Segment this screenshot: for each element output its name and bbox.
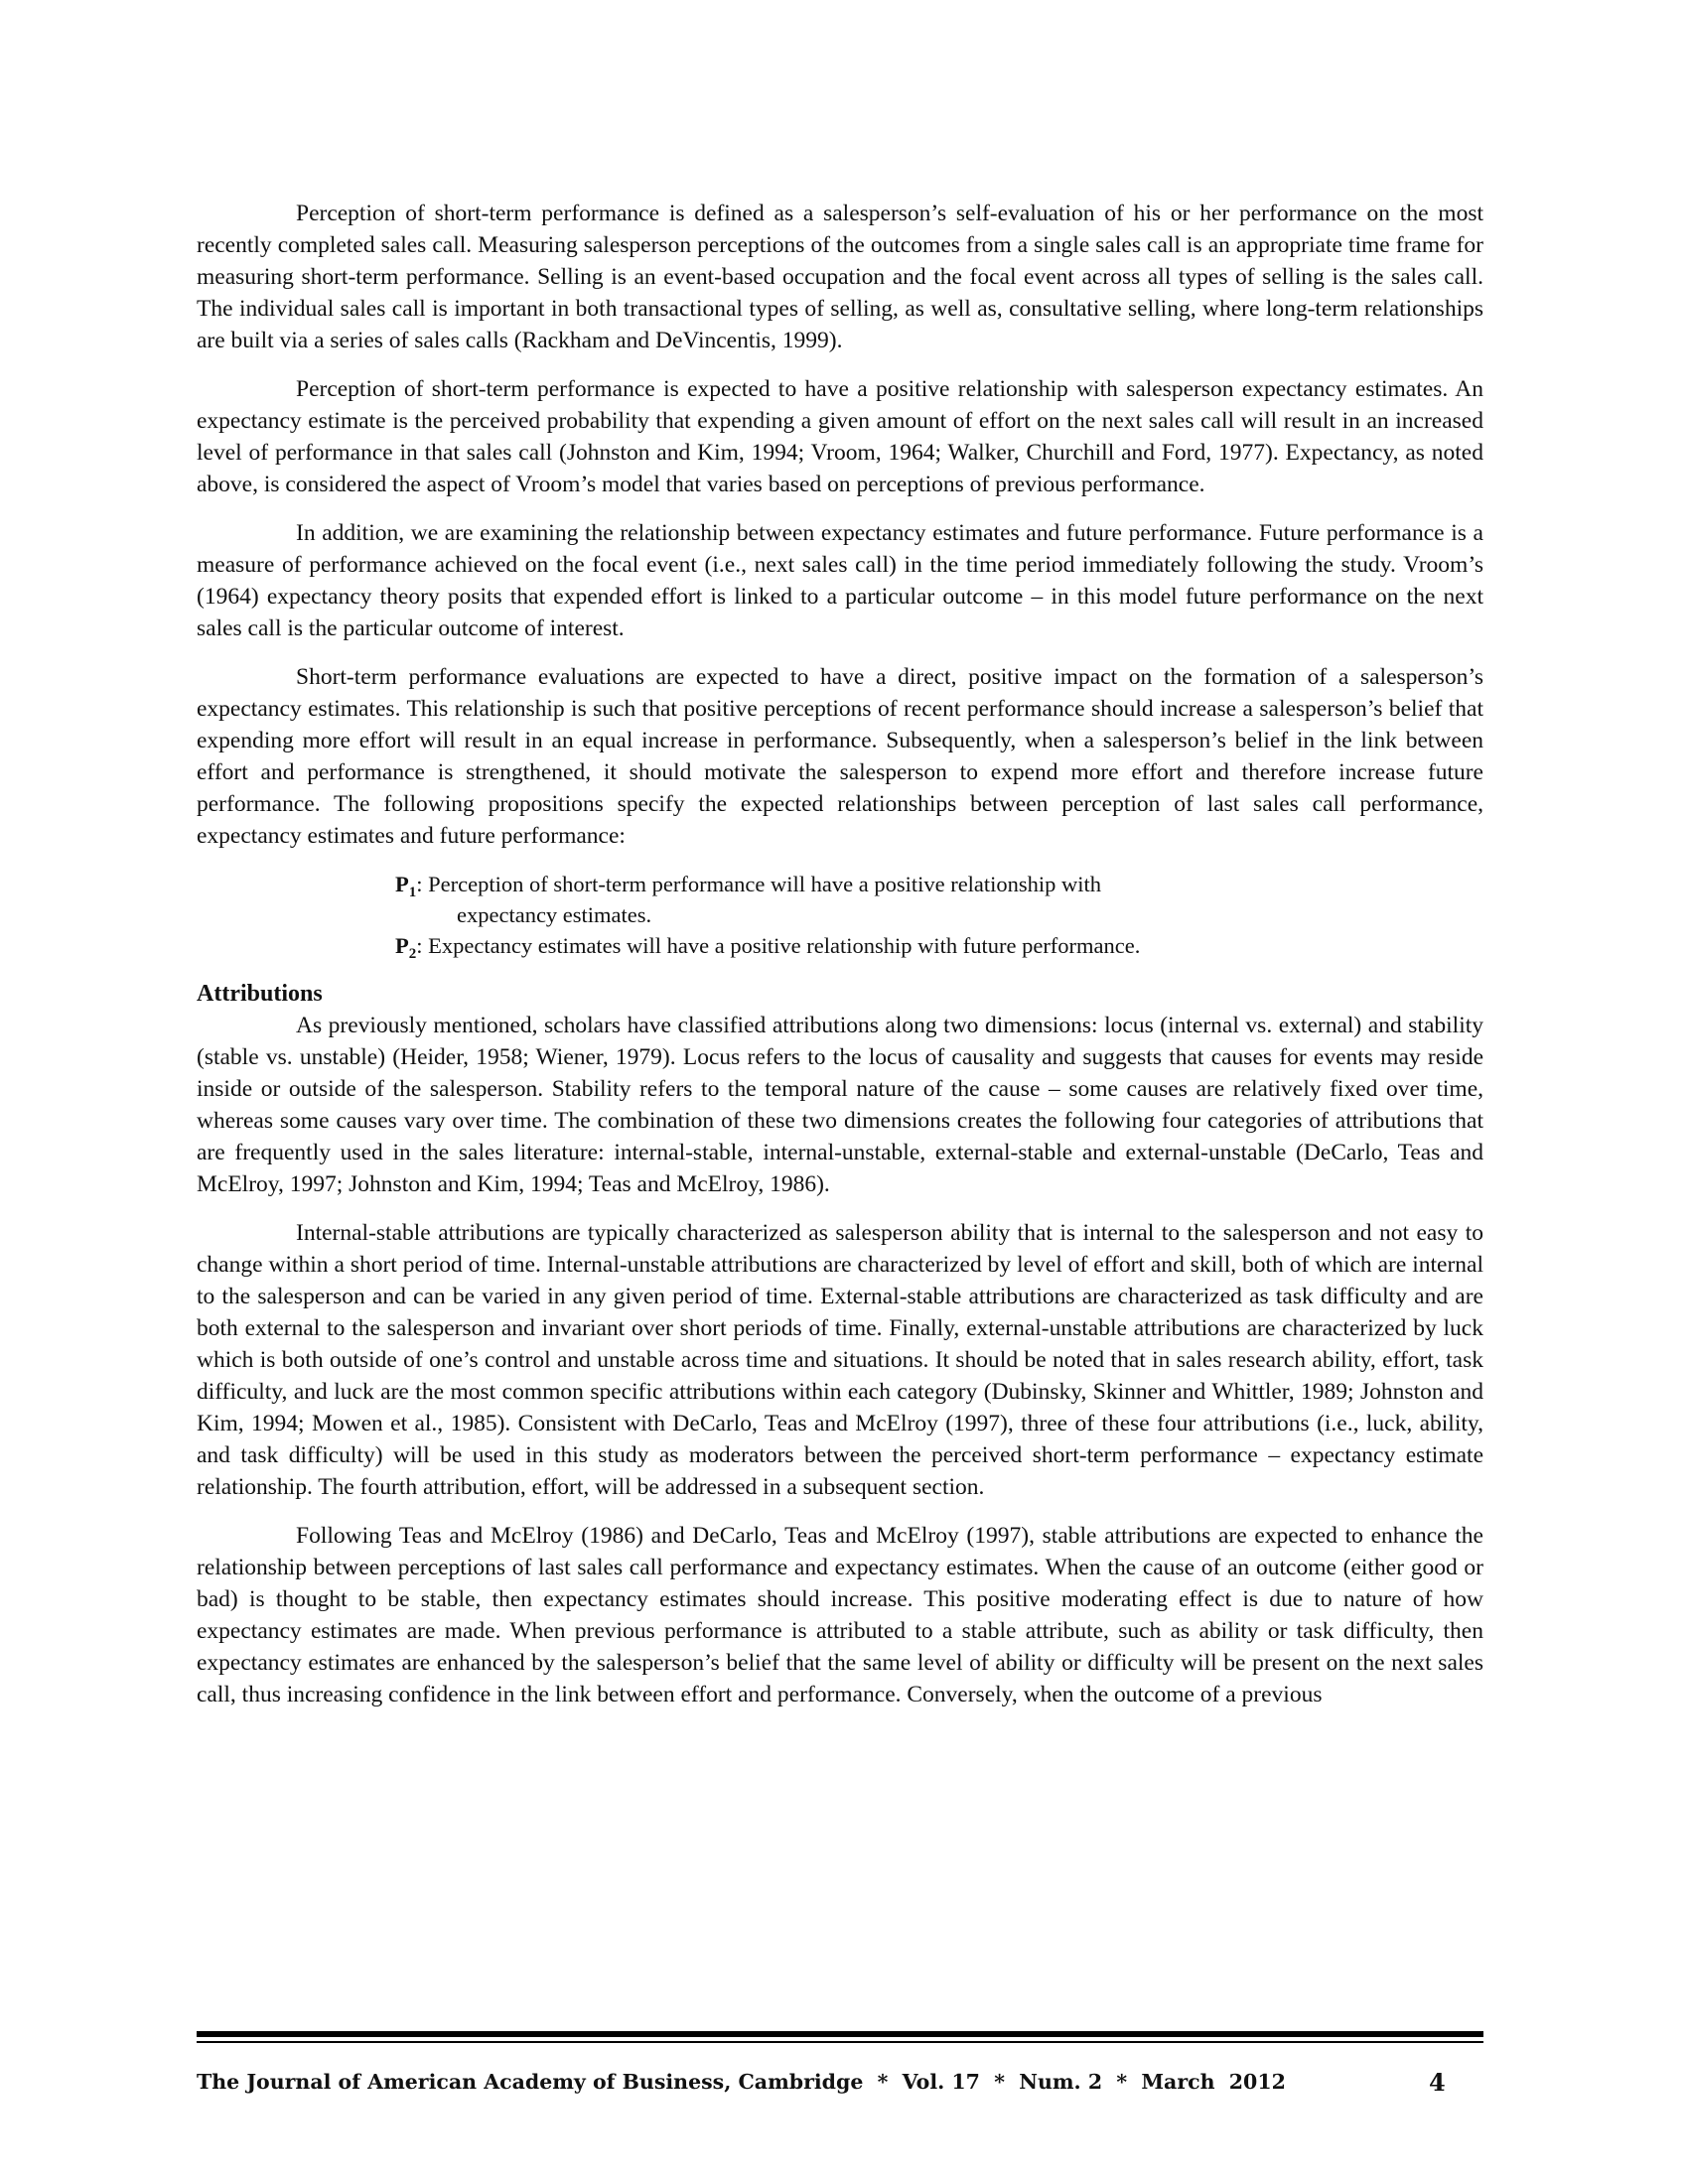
paragraph-short-term-evaluations: Short-term performance evaluations are expected to have a direct, positive impact on the formation of a salesperson’s expectancy estimates. This relationship is such that positive perceptions of recent performance should increase a salesperson’s belief that expending more effort will result in an equal increase in performance. Subsequently, when a salesperson’s belief in the link between effort and performance is strengthened, it should motivate the salesperson to expend more effort and therefore increase future performance. The following propositions specify the expected relationships between perception of last sales call performance, expectancy estimates and future performance: <box>197 664 1483 849</box>
paragraph-short-term-performance-definition: Perception of short-term performance is defined as a salesperson’s self-evaluation of his or her performance on the most recently completed sales call. Measuring salesperson perceptions of the outcomes from a single sales call is an appropriate time frame for measuring short-term performance. Selling is an event-based occupation and the focal event across all types of selling is the sales call. The individual sales call is important in both transactional types of selling, as well as, consultative selling, where long-term relationships are built via a series of sales calls (Rackham and DeVincentis, 1999). <box>197 201 1483 353</box>
proposition-label: $P_2$ <box>395 933 417 962</box>
page-body <box>197 198 1483 1727</box>
proposition-text: : Perception of short-term performance will have a positive relationship with <box>416 872 1102 896</box>
footer-journal-line: The Journal of American Academy of Business, Cambridge * Vol. 17 * Num. 2 * March 2012 <box>197 2070 1286 2094</box>
proposition-text: : Expectancy estimates will have a positive relationship with future performance. <box>416 933 1141 958</box>
paragraph-expectancy-relationship: Perception of short-term performance is expected to have a positive relationship with salesperson expectancy estimates. An expectancy estimate is the perceived probability that expending a given amount of effort on the next sales call will result in an increased level of performance in that sales call (Johnston and Kim, 1994; Vroom, 1964; Walker, Churchill and Ford, 1977). Expectancy, as noted above, is considered the aspect of Vroom’s model that varies based on perceptions of previous performance. <box>197 376 1483 497</box>
paragraph-stable-attributions: Following Teas and McElroy (1986) and DeCarlo, Teas and McElroy (1997), stable attributions are expected to enhance the relationship between perceptions of last sales call performance and expectancy estimates. When the cause of an outcome (either good or bad) is thought to be stable, then expectancy estimates should increase. This positive moderating effect is due to nature of how expectancy estimates are made. When previous performance is attributed to a stable attribute, such as ability or task difficulty, then expectancy estimates are enhanced by the salesperson’s belief that the same level of ability or difficulty will be present on the next sales call, thus increasing confidence in the link between effort and performance. Conversely, when the outcome of a previous <box>197 1523 1483 1707</box>
page-number: 4 <box>1429 2068 1446 2097</box>
paragraph-future-performance: In addition, we are examining the relationship between expectancy estimates and future performance. Future performance is a measure of performance achieved on the focal event (i.e., next sales call) in the time period immediately following the study. Vroom’s (1964) expectancy theory posits that expended effort is linked to a particular outcome – in this model future performance on the next sales call is the particular outcome of interest. <box>197 520 1483 641</box>
paragraph-attribution-dimensions: As previously mentioned, scholars have classified attributions along two dimensions: locus (internal vs. external) and stability (stable vs. unstable) (Heider, 1958; Wiener, 1979). Locus refers to the locus of causality and suggests that causes for events may reside inside or outside of the salesperson. Stability refers to the temporal nature of the cause – some causes are relatively fixed over time, whereas some causes vary over time. The combination of these two dimensions creates the following four categories of attributions that are frequently used in the sales literature: internal-stable, internal-unstable, external-stable and external-unstable (DeCarlo, Teas and McElroy, 1997; Johnston and Kim, 1994; Teas and McElroy, 1986). <box>197 1013 1483 1197</box>
footer-rule-thin <box>197 2041 1483 2043</box>
section-heading-attributions: Attributions <box>197 981 323 1007</box>
proposition-label: $P_1$ <box>395 872 417 900</box>
paragraph-attribution-categories: Internal-stable attributions are typically characterized as salesperson ability that is internal to the salesperson and not easy to change within a short period of time. Internal-unstable attributions are characterized by level of effort and skill, both of which are internal to the salesperson and can be varied in any given period of time. External-stable attributions are characterized as task difficulty and are both external to the salesperson and invariant over short periods of time. Finally, external-unstable attributions are characterized by luck which is both outside of one’s control and unstable across time and situations. It should be noted that in sales research ability, effort, task difficulty, and luck are the most common specific attributions within each category (Dubinsky, Skinner and Whittler, 1989; Johnston and Kim, 1994; Mowen et al., 1985). Consistent with DeCarlo, Teas and McElroy (1997), three of these four attributions (i.e., luck, ability, and task difficulty) will be used in this study as moderators between the perceived short-term performance – expectancy estimate relationship. The fourth attribution, effort, will be addressed in a subsequent section. <box>197 1220 1483 1500</box>
propositions-list <box>395 869 1388 961</box>
proposition-1 <box>395 869 1388 899</box>
proposition-2 <box>395 930 1388 961</box>
footer-rule-thick <box>197 2031 1483 2037</box>
proposition-1-continuation: expectancy estimates. <box>457 902 652 927</box>
